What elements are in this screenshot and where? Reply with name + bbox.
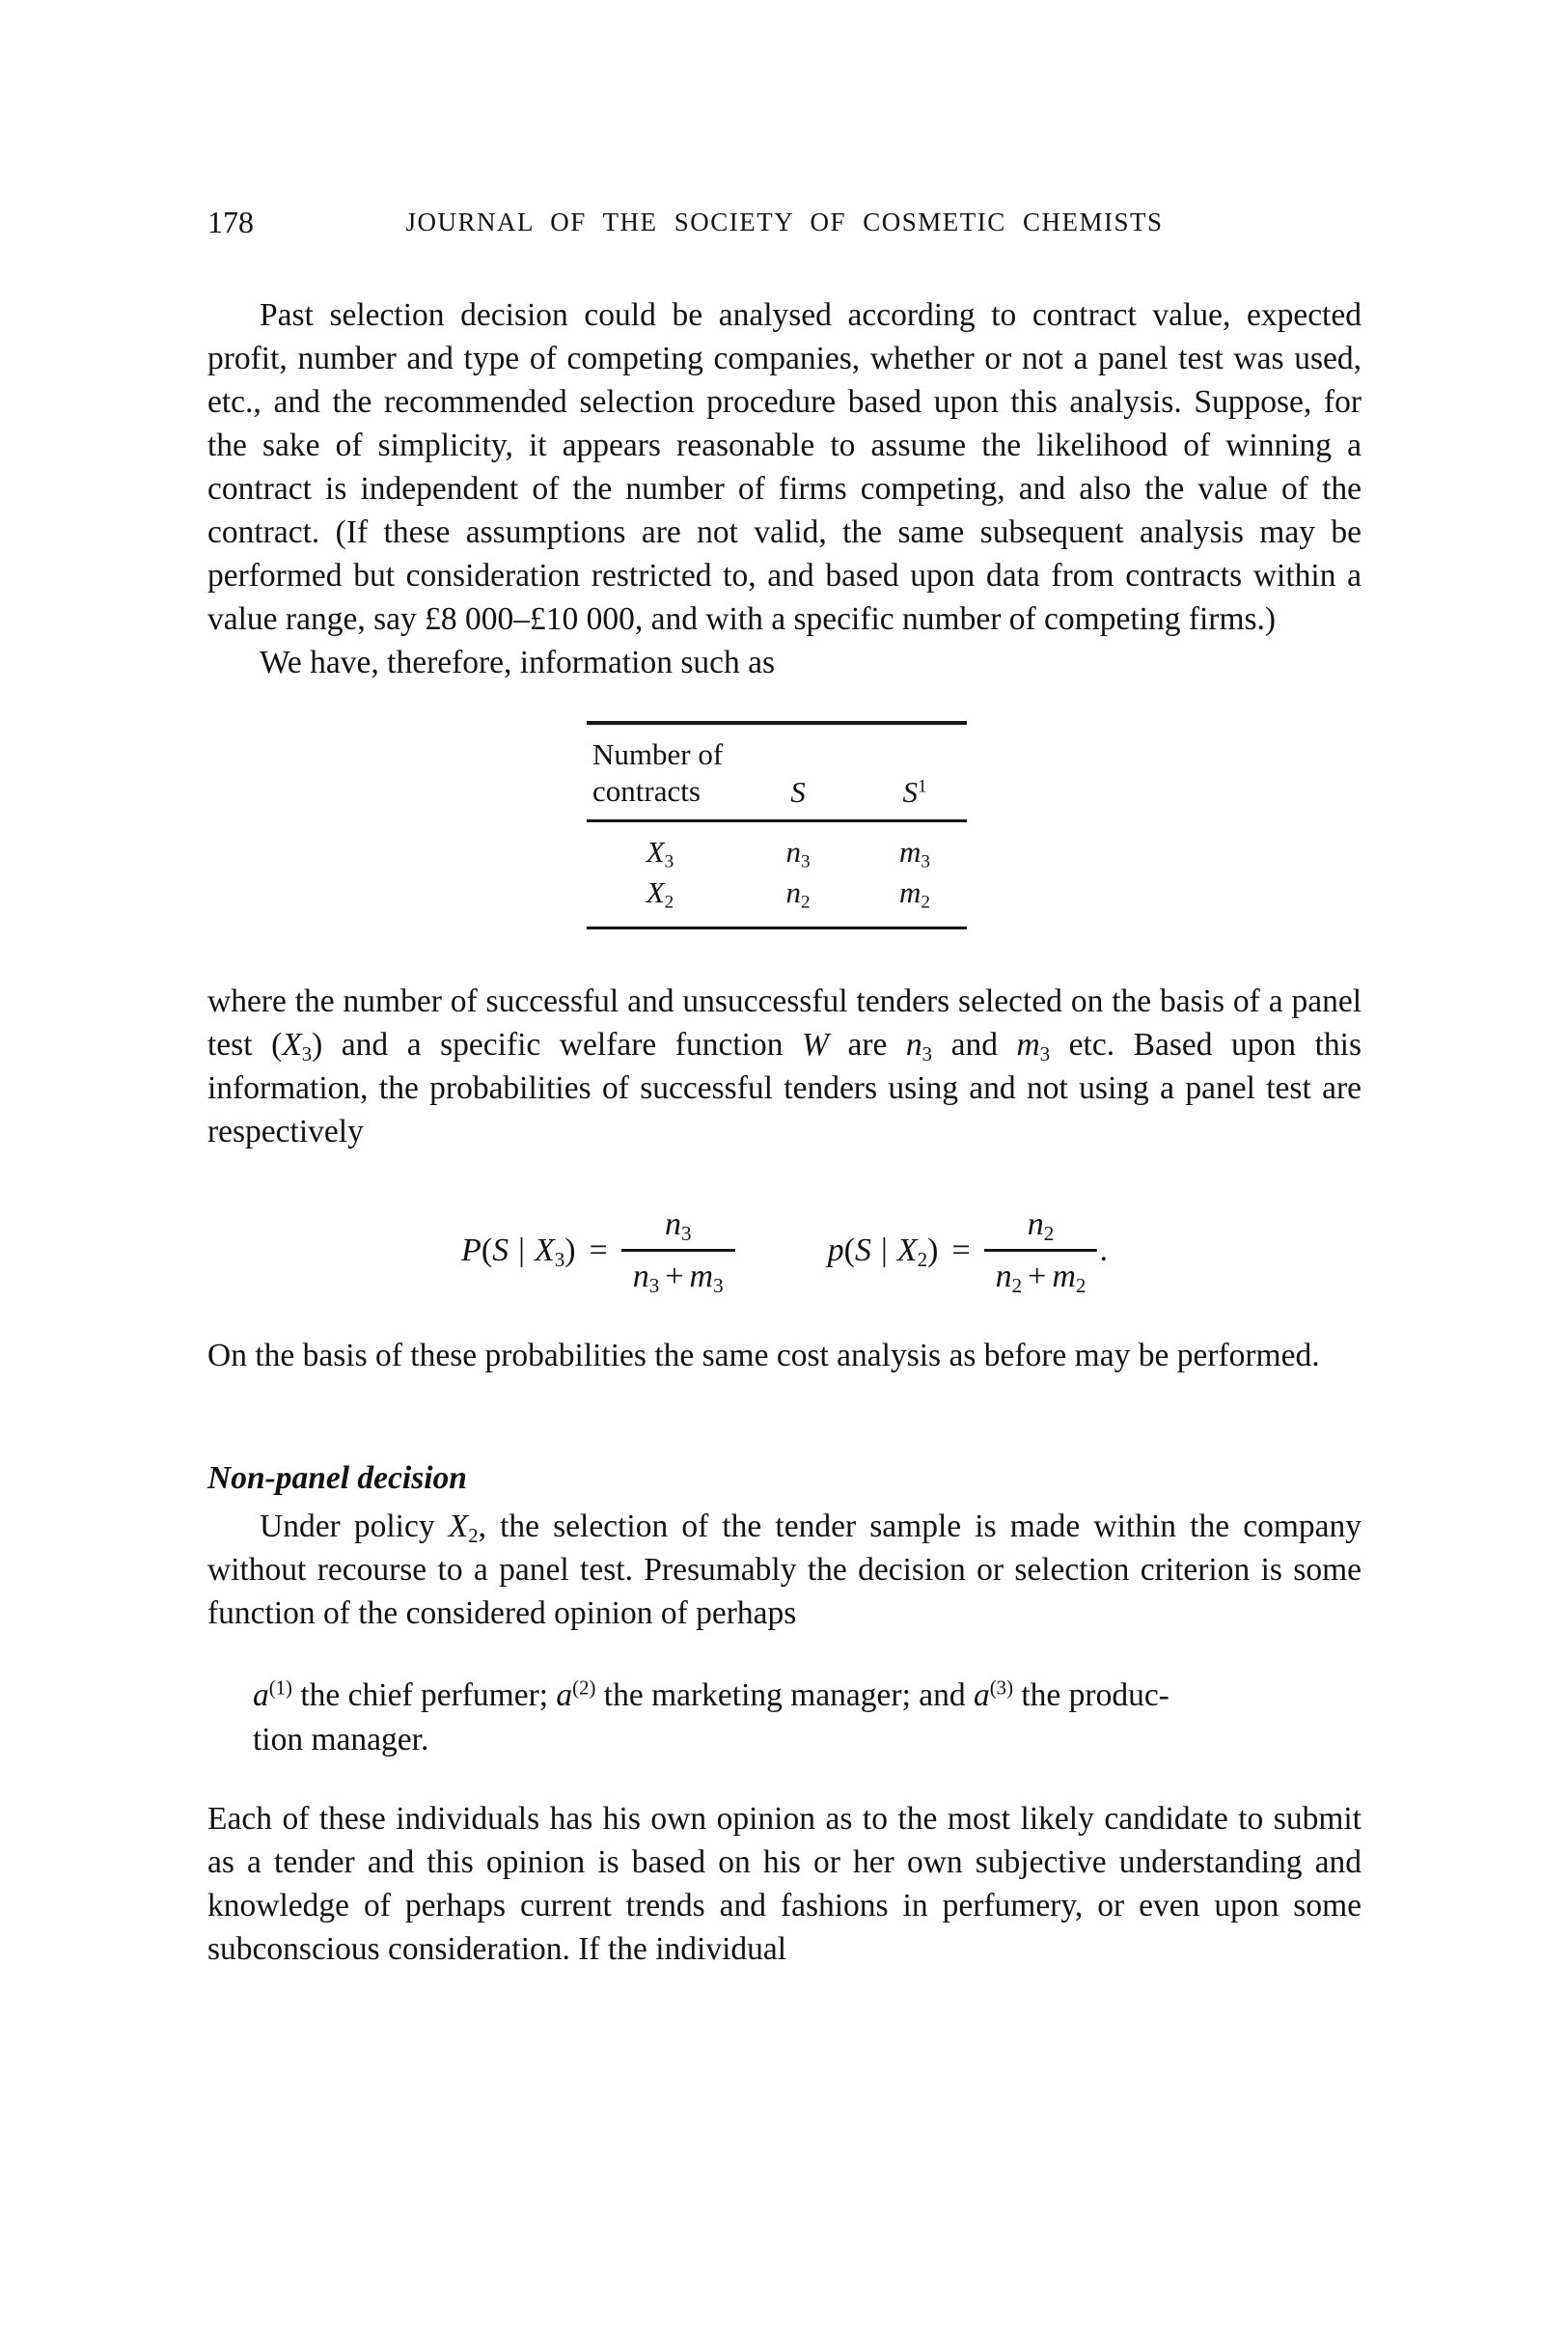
var-a1: a — [253, 1677, 269, 1714]
var-s: S — [854, 1232, 871, 1268]
page-content — [207, 0, 1362, 1971]
paragraph-we-have: We have, therefore, information such as — [260, 645, 776, 680]
var-x: X — [896, 1232, 918, 1268]
cell-n2: $n_2$ — [785, 875, 811, 913]
formula-p-s-given-x3: P(S | $X_3$) = $\frac{n_3}{n_3 + m_3}$ — [461, 1207, 737, 1293]
fraction — [984, 1206, 1098, 1297]
col-header-s: S — [790, 775, 806, 809]
opinion-list-line2: tion manager. — [253, 1722, 429, 1758]
equals-sign: = — [589, 1232, 608, 1268]
journal-title: JOURNAL OF THE SOCIETY OF COSMETIC CHEMISTS — [405, 208, 1164, 236]
var-a3: a — [974, 1677, 990, 1714]
func-p: p — [827, 1232, 844, 1268]
var-s: S — [492, 1232, 509, 1268]
conditional-bar: | — [880, 1232, 888, 1268]
numerator: $n_2$ — [1027, 1206, 1055, 1245]
equals-sign: = — [951, 1232, 971, 1268]
col-header-s1: $S^1$ — [902, 775, 927, 809]
table-header-row — [587, 725, 967, 822]
conditional-bar: | — [518, 1232, 525, 1268]
cell-x2: $X_2$ — [646, 875, 674, 913]
paragraph-each-individuals: Each of these individuals has his own opinion as to the most likely candidate to submit as a tender and this opinion is based on his or her own subjective understanding and knowledge of perhaps current trends and fashions in perfumery, or even upon some subconscious consideration. If the individual — [207, 1801, 1362, 1968]
page-number: 178 — [207, 205, 254, 239]
cell-x3: $X_3$ — [646, 835, 674, 872]
col-header-number-of-contracts — [587, 736, 733, 810]
func-p: P — [461, 1232, 481, 1268]
var-a2: a — [556, 1677, 573, 1714]
table-row — [587, 832, 967, 872]
running-head — [207, 205, 1362, 245]
col-header-line1: Number of — [592, 737, 724, 771]
cell-n3: $n_3$ — [785, 835, 811, 872]
contracts-table — [587, 721, 967, 929]
var-m: m — [1016, 1027, 1040, 1063]
formula-tail: . — [1099, 1232, 1108, 1268]
numerator: $n_3$ — [664, 1206, 692, 1245]
section-heading-non-panel-decision: Non-panel decision — [207, 1460, 467, 1497]
table-body — [587, 822, 967, 927]
cell-m3: $m_3$ — [899, 835, 930, 872]
opinion-holders-list: $a^{(1)}$ the chief perfumer; $a^{(2)}$ the marketing manager; and $a^{(3)}$ the produc- tion manager. — [253, 1676, 1169, 1758]
table-row — [587, 872, 967, 913]
denominator: $n_2 + m_2$ — [984, 1249, 1098, 1294]
var-w: W — [802, 1027, 829, 1063]
paragraph-past-selection: Past selection decision could be analysed according to contract value, expected profit, number and type of competing companies, whether or not a panel test was used, etc., and the recommended selection procedure based upon this analysis. Suppose, for the sake of simplicity, it appears reasonable to assume the likelihood of winning a contract is independent of the number of firms competing, and also the value of the contract. (If these assumptions are not valid, the same subsequent analysis may be performed but consideration restricted to, and based upon data from contracts within a value range, say £8 000–£10 000, and with a specific number of competing firms.) — [207, 297, 1362, 637]
cell-m2: $m_2$ — [899, 875, 930, 913]
probability-formulas — [207, 1206, 1362, 1297]
var-x: X — [534, 1232, 555, 1268]
denominator: $n_3 + m_3$ — [621, 1249, 735, 1294]
paragraph-under-policy: Under policy $X_2$, the selection of the tender sample is made within the company without recourse to a panel test. Presumably the decision or selection criterion is some function of the considered opinion of perhaps — [207, 1508, 1362, 1632]
paragraph-where-number: where the number of successful and unsuccessful tenders selected on the basis of a panel test $(X_3)$ and a specific welfare function W are $n_3$ and $m_3$ etc. Based upon this information, the probabilities of successful tenders using and not using a panel test are respectively — [207, 983, 1362, 1149]
col-header-line2: contracts — [592, 774, 701, 808]
paragraph-on-the-basis: On the basis of these probabilities the same cost analysis as before may be performed. — [207, 1338, 1320, 1374]
var-n: n — [905, 1027, 922, 1063]
fraction — [621, 1206, 735, 1297]
var-x: X — [448, 1508, 469, 1545]
var-x: X — [282, 1027, 302, 1063]
formula-p-s-given-x2: p(S | $X_2$) = $\frac{n_2}{n_2 + m_2}$ . — [827, 1206, 1108, 1297]
